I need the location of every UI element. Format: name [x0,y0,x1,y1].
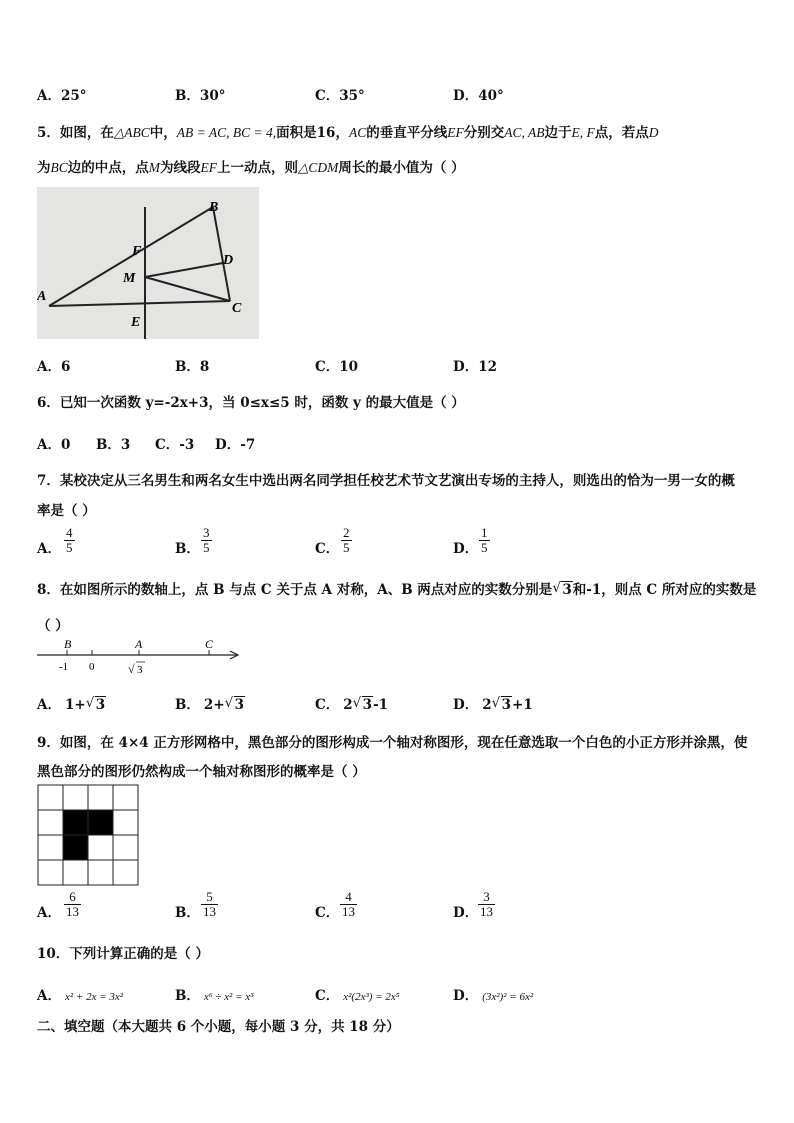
q8-stem-line2: （ ） [37,618,69,634]
q9-grid-figure [37,784,139,886]
q7-stem-line2: 率是（ ） [37,503,96,519]
tick-label-0: 0 [89,661,95,673]
q7-option-a-fraction: 4 5 [66,525,73,555]
q8-option-c: C． 2√ 3-1 [315,693,388,713]
q9-option-a-fraction: 6 13 [66,889,79,919]
q8-option-a: A． 1+√ 3 [37,693,106,713]
q8-option-b: B． 2+√ 3 [175,693,245,713]
q4-option-d: D．40° [453,88,504,104]
label-c: C [232,301,242,316]
q10-stem: 10．下列计算正确的是（ ） [37,946,209,962]
point-b-label: B [64,637,72,651]
tick-label-neg1: -1 [59,661,69,673]
q5-option-c: C．10 [315,359,359,375]
q5-option-d: D．12 [453,359,498,375]
q5-stem-line1: 5．如图，在△ABC中，AB = AC, BC = 4,面积是16，AC的垂直平分线EF分别交AC, AB边于E, F点，若点D [37,125,659,141]
q9-option-b-fraction: 5 13 [203,889,216,919]
q7-stem-line1: 7．某校决定从三名男生和两名女生中选出两名同学担任校艺术节文艺演出专场的主持人，则选出的恰为一男一女的概 [37,473,735,489]
q8-stem-line1: 8．在如图所示的数轴上，点 B 与点 C 关于点 A 对称，A、B 两点对应的实数分别是√ 3和-1，则点 C 所对应的实数是 [37,578,756,598]
tick-label-sqrt3: 3 [137,664,143,676]
q9-stem-line1: 9．如图，在 4×4 正方形网格中，黑色部分的图形构成一个轴对称图形，现在任意选取一个白色的小正方形并涂黑，使 [37,735,748,751]
label-b: B [209,200,219,215]
q9-option-a-label: A． [37,905,61,921]
q5-triangle-figure [37,187,259,339]
label-m: M [123,271,136,286]
q8-option-d: D． 2√ 3+1 [453,693,533,713]
q6-option-a: A．0 [37,437,71,453]
label-e: E [131,315,141,330]
q9-option-c-label: C． [315,905,340,921]
q9-option-b-label: B． [175,905,200,921]
q9-stem-line2: 黑色部分的图形仍然构成一个轴对称图形的概率是（ ） [37,764,366,780]
section2-heading: 二、填空题（本大题共 6 个小题，每小题 3 分，共 18 分） [37,1019,400,1035]
q5-option-b: B．8 [175,359,210,375]
q7-option-b-fraction: 3 5 [203,525,210,555]
q10-option-a: A． x² + 2x = 3x² [37,988,124,1004]
q6-stem: 6．已知一次函数 y=-2x+3，当 0≤x≤5 时，函数 y 的最大值是（ ） [37,395,465,411]
q6-option-b: B．3 [96,437,131,453]
label-d: D [223,253,234,268]
q10-option-d: D． (3x²)² = 6x² [453,988,534,1004]
q4-option-b: B．30° [175,88,226,104]
label-f: F [132,244,142,259]
q9-option-d-fraction: 3 13 [480,889,493,919]
q4-option-c: C．35° [315,88,365,104]
sqrt-symbol-icon: √ [128,662,135,676]
q7-option-a-label: A． [37,541,61,557]
point-c-label: C [205,637,214,651]
q8-number-line [37,636,243,678]
black-cell-bottom [63,835,88,860]
q6-option-d: D．-7 [215,437,256,453]
q6-option-c: C．-3 [155,437,195,453]
q10-option-b: B． x⁶ ÷ x² = x³ [175,988,254,1004]
q7-option-d-fraction: 1 5 [481,525,488,555]
q9-option-c-fraction: 4 13 [342,889,355,919]
q5-option-a: A．6 [37,359,71,375]
q7-option-b-label: B． [175,541,200,557]
q10-option-c: C． x²(2x³) = 2x⁵ [315,988,400,1004]
q5-stem-line2: 为BC边的中点，点M为线段EF上一动点，则△CDM周长的最小值为（ ） [37,160,465,176]
q9-option-d-label: D． [453,905,479,921]
q7-option-d-label: D． [453,541,479,557]
q4-option-a: A．25° [37,88,87,104]
label-a: A [37,289,47,304]
point-a-label: A [135,637,143,651]
q7-option-c-fraction: 2 5 [343,525,350,555]
q7-option-c-label: C． [315,541,340,557]
grid-lines [38,785,138,885]
